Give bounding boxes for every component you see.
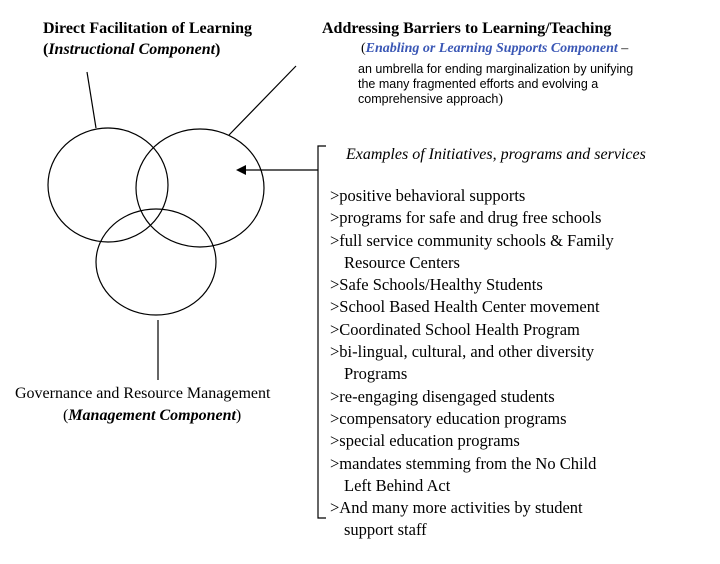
list-item: >And many more activities by student — [330, 498, 583, 518]
list-item: >mandates stemming from the No Child — [330, 453, 597, 473]
list-item: Resource Centers — [344, 252, 460, 272]
management-circle — [96, 209, 216, 315]
list-item: >positive behavioral supports — [330, 186, 526, 205]
list-item: >School Based Health Center movement — [330, 297, 600, 317]
list-item: >Safe Schools/Healthy Students — [330, 275, 543, 295]
enabling-circle — [136, 129, 264, 247]
enabling-leader-line — [229, 66, 296, 135]
list-item: >programs for safe and drug free schools — [330, 208, 602, 228]
list-item: >bi-lingual, cultural, and other diversity — [330, 342, 595, 362]
list-item: Programs — [344, 364, 408, 384]
management-title: Governance and Resource Management — [15, 385, 271, 402]
examples-bracket — [318, 146, 326, 518]
list-item: support staff — [344, 520, 427, 540]
enabling-subtitle: (Enabling or Learning Supports Component – — [361, 41, 629, 56]
list-item: >Coordinated School Health Program — [330, 319, 580, 339]
list-item: >full service community schools & Family — [330, 230, 614, 250]
list-item: Left Behind Act — [344, 475, 451, 495]
instructional-subtitle: (Instructional Component) — [43, 41, 221, 58]
enabling-title: Addressing Barriers to Learning/Teaching — [322, 20, 612, 37]
examples-title: Examples of Initiatives, programs and services — [346, 146, 646, 163]
examples-arrow-head — [236, 165, 246, 175]
list-item: >special education programs — [330, 431, 520, 451]
enabling-description-line: the many fragmented efforts and evolving a — [358, 77, 599, 91]
list-item: >compensatory education programs — [330, 408, 567, 428]
enabling-description-line: comprehensive approach) — [358, 92, 504, 107]
instructional-leader-line — [87, 72, 96, 128]
examples-list — [330, 185, 614, 542]
instructional-title: Direct Facilitation of Learning — [43, 20, 252, 37]
management-subtitle: (Management Component) — [63, 407, 242, 424]
list-item: >re-engaging disengaged students — [330, 386, 555, 406]
enabling-description-line: an umbrella for ending marginalization by unifying — [358, 62, 634, 76]
enabling-description — [358, 62, 633, 107]
